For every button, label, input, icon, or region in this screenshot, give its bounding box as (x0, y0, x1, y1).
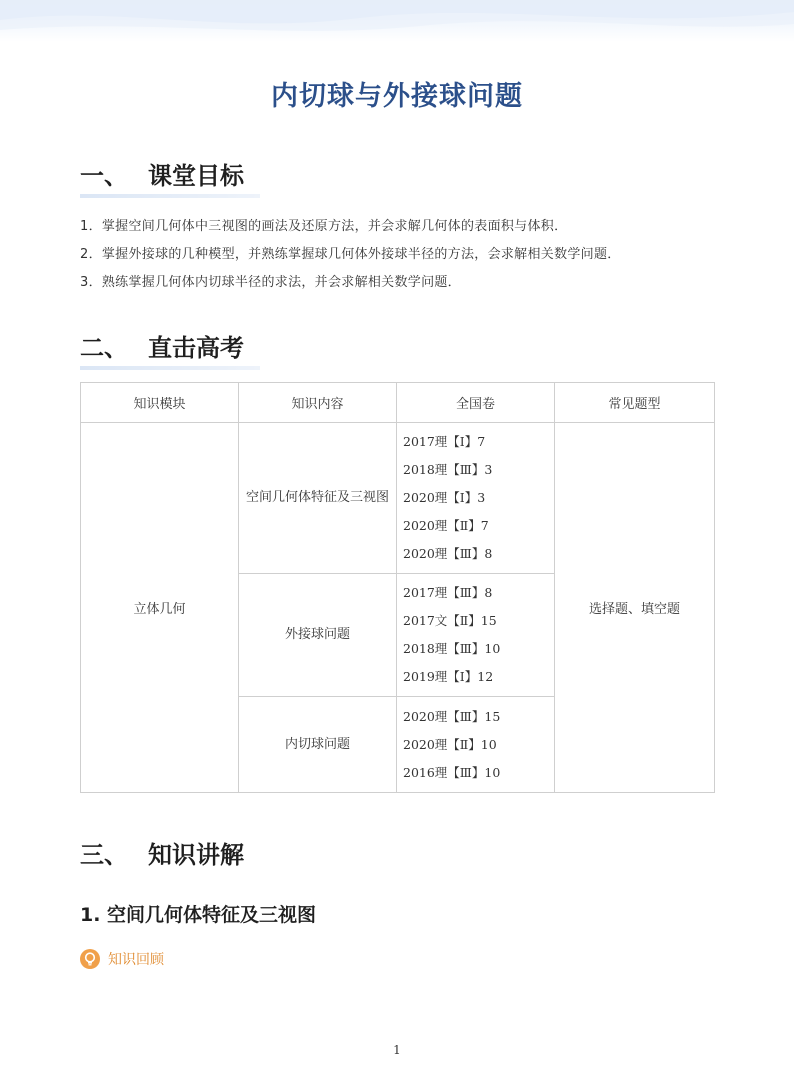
review-tag-label: 知识回顾 (108, 952, 164, 968)
exam-entry: 2019理【Ⅰ】12 (403, 669, 494, 684)
section-number: 一、 (80, 162, 128, 190)
section-label: 直击高考 (148, 334, 244, 362)
table-header-cell: 全国卷 (397, 383, 555, 423)
content-cell: 内切球问题 (239, 697, 397, 793)
exam-cell (397, 423, 555, 574)
table-header-cell: 常见题型 (555, 383, 715, 423)
section-label: 知识讲解 (148, 841, 244, 869)
exam-entry: 2017理【Ⅲ】8 (403, 585, 493, 600)
section-number: 三、 (80, 841, 128, 869)
page-number: 1 (393, 1043, 401, 1057)
exam-cell (397, 697, 555, 793)
table-row (81, 423, 715, 574)
section-number: 二、 (80, 334, 128, 362)
table-header-cell: 知识模块 (81, 383, 239, 423)
header-decoration (0, 0, 794, 42)
wave-decoration (0, 0, 794, 42)
exam-entry: 2020理【Ⅰ】3 (403, 490, 486, 505)
document-title: 内切球与外接球问题 (271, 81, 523, 112)
exam-cell (397, 574, 555, 697)
exam-table (80, 382, 715, 793)
goal-item-1: 1．掌握空间几何体中三视图的画法及还原方法，并会求解几何体的表面积与体积． (80, 219, 568, 234)
exam-entry: 2017文【Ⅱ】15 (403, 613, 497, 628)
content-cell: 空间几何体特征及三视图 (239, 423, 397, 574)
subsection-heading: 1. 空间几何体特征及三视图 (80, 904, 317, 926)
content-cell: 外接球问题 (239, 574, 397, 697)
section-heading-knowledge (80, 835, 244, 870)
goal-item-2: 2．掌握外接球的几种模型，并熟练掌握球几何体外接球半径的方法，会求解相关数学问题． (80, 247, 621, 262)
exam-entry: 2020理【Ⅲ】15 (403, 708, 501, 724)
module-cell: 立体几何 (81, 423, 239, 793)
goal-item-3: 3．熟练掌握几何体内切球半径的求法，并会求解相关数学问题． (80, 275, 461, 290)
exam-entry: 2020理【Ⅱ】10 (403, 736, 497, 752)
exam-entry: 2020理【Ⅲ】8 (403, 546, 493, 561)
knowledge-review-tag (80, 948, 164, 970)
table-header-row (81, 383, 715, 423)
exam-entry: 2018理【Ⅲ】3 (403, 462, 493, 477)
section-heading-exam (80, 328, 244, 363)
exam-entry: 2020理【Ⅱ】7 (403, 518, 489, 533)
exam-entry: 2018理【Ⅲ】10 (403, 641, 501, 656)
exam-entry: 2016理【Ⅲ】10 (403, 764, 501, 780)
question-type-cell: 选择题、填空题 (555, 423, 715, 793)
lightbulb-icon (80, 949, 100, 969)
section-underline (80, 194, 260, 198)
table-header-cell: 知识内容 (239, 383, 397, 423)
section-heading-goals (80, 156, 244, 191)
section-underline (80, 366, 260, 370)
section-label: 课堂目标 (148, 162, 244, 190)
exam-entry: 2017理【Ⅰ】7 (403, 434, 486, 449)
